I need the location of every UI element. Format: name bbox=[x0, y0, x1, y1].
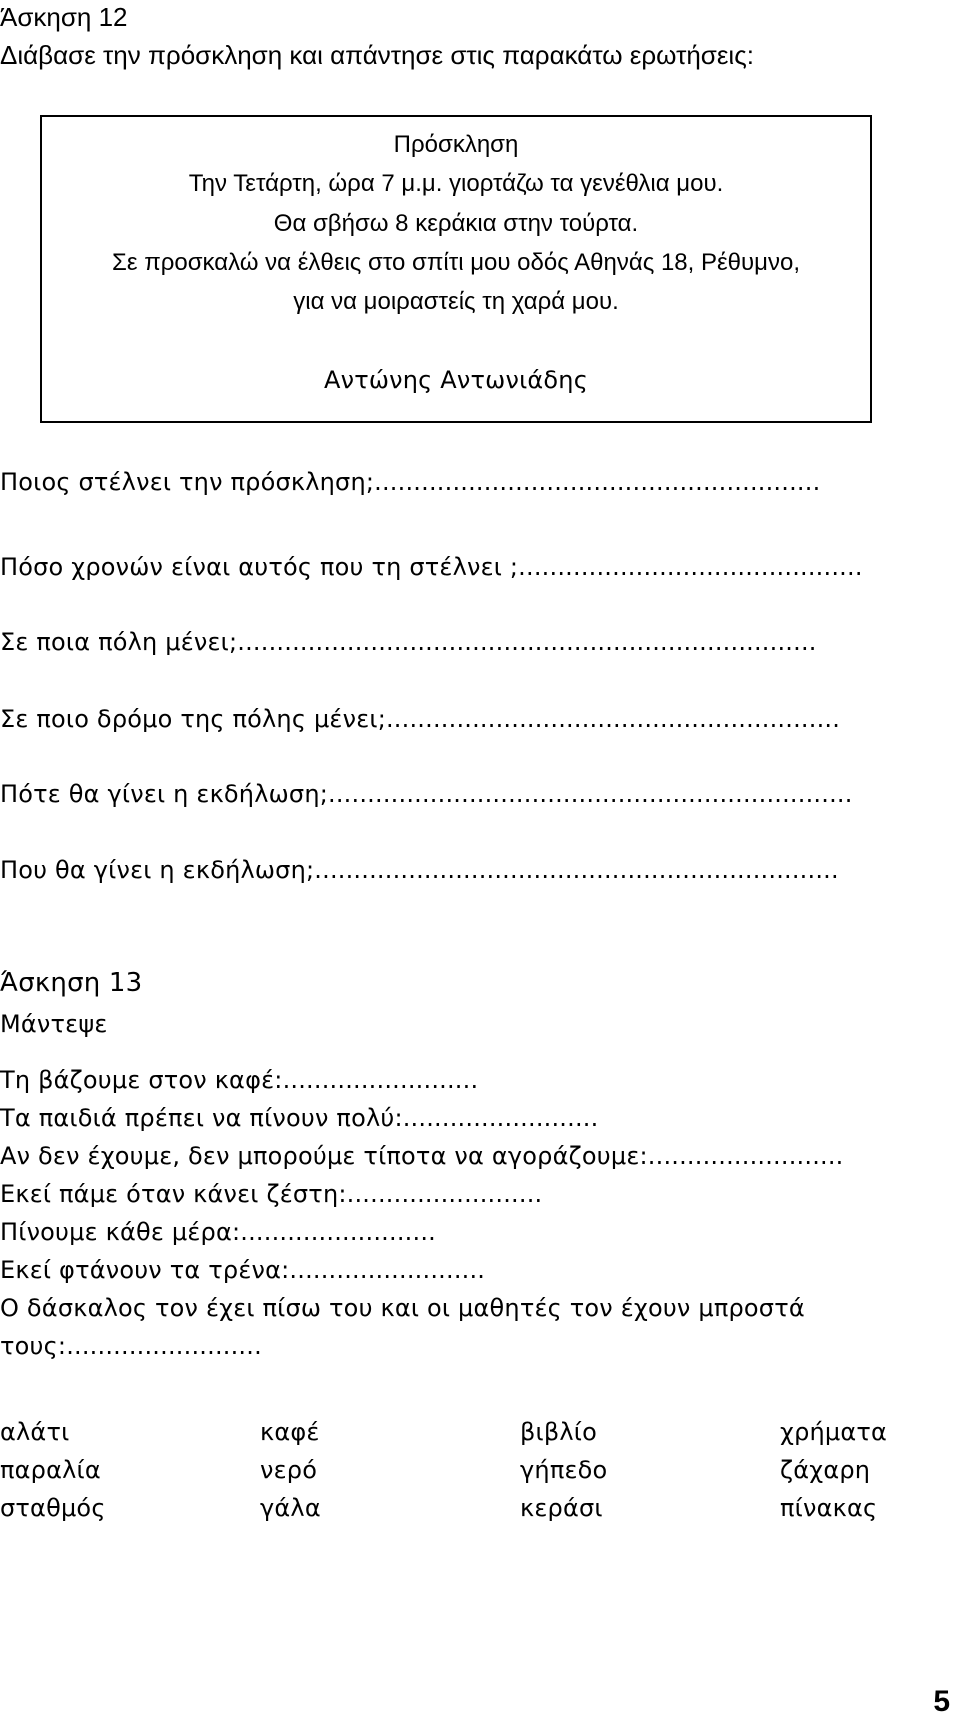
exercise-12-title: Άσκηση 12 bbox=[0, 2, 128, 32]
invitation-line: για να μοιραστείς τη χαρά μου. bbox=[293, 288, 619, 315]
riddle: Εκεί πάμε όταν κάνει ζέστη:......................... bbox=[0, 1180, 543, 1208]
riddle: Πίνουμε κάθε μέρα:......................... bbox=[0, 1218, 436, 1246]
word-bank-item: καφέ bbox=[260, 1418, 320, 1446]
invitation-line: Σε προσκαλώ να έλθεις στο σπίτι μου οδός Αθηνάς 18, Ρέθυμνο, bbox=[111, 249, 800, 276]
question: Ποιος στέλνει την πρόσκληση;......................................................... bbox=[0, 468, 821, 496]
word-bank-item: παραλία bbox=[0, 1456, 101, 1484]
riddle: Τη βάζουμε στον καφέ:......................... bbox=[0, 1066, 479, 1094]
word-bank-item: πίνακας bbox=[780, 1494, 878, 1522]
riddle: τους:......................... bbox=[0, 1332, 262, 1360]
word-bank-item: ζάχαρη bbox=[780, 1456, 871, 1484]
riddle: Εκεί φτάνουν τα τρένα:......................... bbox=[0, 1256, 486, 1284]
word-bank-item: αλάτι bbox=[0, 1418, 70, 1446]
invitation-line: Την Τετάρτη, ώρα 7 μ.μ. γιορτάζω τα γενέθλια μου. bbox=[188, 170, 724, 197]
word-bank-item: βιβλίο bbox=[520, 1418, 597, 1446]
question: Σε ποια πόλη μένει;.......................................................................... bbox=[0, 628, 817, 656]
riddle: Αν δεν έχουμε, δεν μπορούμε τίποτα να αγοράζουμε:......................... bbox=[0, 1142, 844, 1170]
word-bank-item: χρήματα bbox=[780, 1418, 888, 1446]
riddle: Τα παιδιά πρέπει να πίνουν πολύ:......................... bbox=[0, 1104, 599, 1132]
invitation-line: Θα σβήσω 8 κεράκια στην τούρτα. bbox=[273, 210, 639, 237]
word-bank-item: σταθμός bbox=[0, 1494, 106, 1522]
question: Πότε θα γίνει η εκδήλωση;................................................................... bbox=[0, 780, 853, 808]
word-bank-item: κεράσι bbox=[520, 1494, 603, 1522]
word-bank-item: νερό bbox=[260, 1456, 318, 1484]
exercise-12-instruction: Διάβασε την πρόσκληση και απάντησε στις παρακάτω ερωτήσεις: bbox=[0, 40, 754, 70]
riddle: Ο δάσκαλος τον έχει πίσω του και οι μαθητές τον έχουν μπροστά bbox=[0, 1294, 805, 1322]
exercise-13-instruction: Μάντεψε bbox=[0, 1010, 108, 1038]
invitation-heading: Πρόσκληση bbox=[393, 131, 519, 158]
word-bank-item: γάλα bbox=[260, 1494, 321, 1522]
question: Σε ποιο δρόμο της πόλης μένει;.......................................................... bbox=[0, 705, 841, 733]
question: Πόσο χρονών είναι αυτός που τη στέλνει ;............................................ bbox=[0, 553, 863, 581]
invitation-signature: Αντώνης Αντωνιάδης bbox=[323, 366, 588, 394]
word-bank-item: γήπεδο bbox=[520, 1456, 608, 1484]
exercise-13-title: Άσκηση 13 bbox=[0, 968, 143, 998]
page-number: 5 bbox=[933, 1685, 950, 1718]
question: Που θα γίνει η εκδήλωση;................................................................... bbox=[0, 856, 839, 884]
